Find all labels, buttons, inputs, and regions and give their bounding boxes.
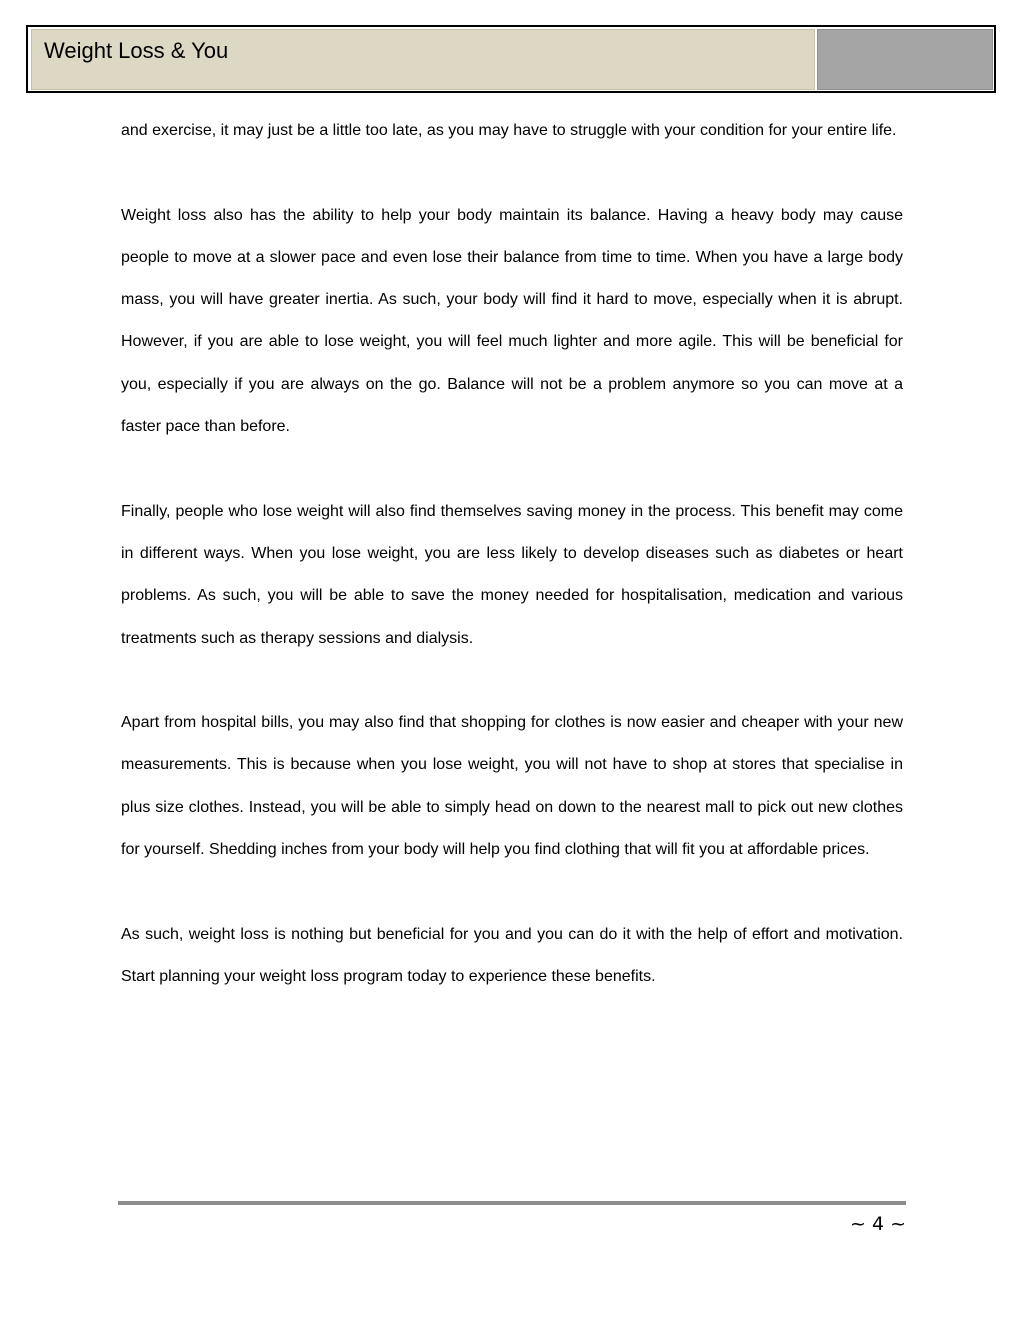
document-body (121, 110, 903, 1041)
paragraph: and exercise, it may just be a little too late, as you may have to struggle with your condition for your entire life. (121, 122, 897, 139)
document-title: Weight Loss & You (44, 38, 229, 63)
paragraph: Apart from hospital bills, you may also find that shopping for clothes is now easier and cheaper with your new measurements. This is because when you lose weight, you will not have to shop at stores that specialise in plus size clothes. Instead, you will be able to simply head on down to the nearest mall to pick out new clothes for yourself. Shedding inches from your body will help you find clothing that will fit you at affordable prices. (121, 714, 903, 859)
footer-rule (118, 1201, 906, 1205)
paragraph: As such, weight loss is nothing but beneficial for you and you can do it with the help of effort and motivation. Start planning your weight loss program today to experience these benefits. (121, 925, 903, 985)
paragraph: Weight loss also has the ability to help your body maintain its balance. Having a heavy body may cause people to move at a slower pace and even lose their balance from time to time. When you have a large body mass, you will have greater inertia. As such, your body will find it hard to move, especially when it is abrupt. However, if you are able to lose weight, you will feel much lighter and more agile. This will be beneficial for you, especially if you are always on the go. Balance will not be a problem anymore so you can move at a faster pace than before. (121, 206, 903, 436)
header-accent-box (817, 29, 993, 90)
header-title-box (31, 29, 815, 90)
page-number: ~ 4 ~ (849, 1213, 906, 1235)
paragraph: Finally, people who lose weight will also find themselves saving money in the process. This benefit may come in different ways. When you lose weight, you are less likely to develop diseases such as diabetes or heart problems. As such, you will be able to save the money needed for hospitalisation, medication and various treatments such as therapy sessions and dialysis. (121, 502, 903, 647)
